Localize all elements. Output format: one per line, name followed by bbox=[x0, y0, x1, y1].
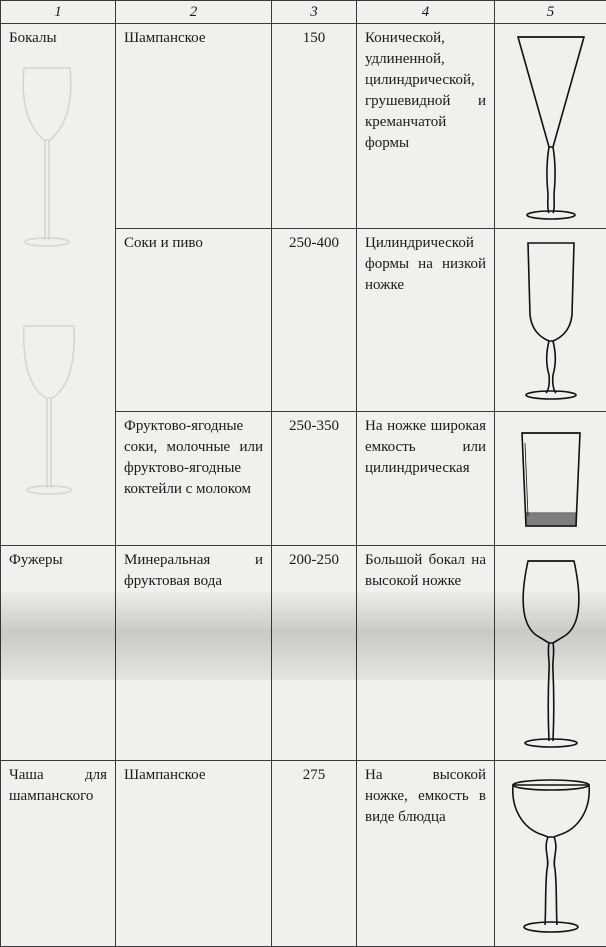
flute-glass-icon bbox=[506, 29, 596, 224]
glass-type-cell: Чаша для шампанского bbox=[1, 761, 116, 947]
description-cell: На высокой ножке, емкость в виде блюдца bbox=[357, 761, 495, 947]
illustration-cell bbox=[495, 761, 606, 947]
tall-stem-glass-icon bbox=[506, 235, 596, 405]
volume-cell: 275 bbox=[272, 761, 357, 947]
wine-goblet-icon bbox=[506, 553, 596, 753]
illustration-cell bbox=[495, 229, 606, 412]
beverage-cell: Минеральная и фруктовая вода bbox=[116, 546, 272, 761]
description-cell: На ножке широкая емкость или цилиндрическая bbox=[357, 412, 495, 546]
volume-cell: 150 bbox=[272, 24, 357, 229]
table-row bbox=[1, 546, 606, 761]
volume-cell: 250-400 bbox=[272, 229, 357, 412]
header-row bbox=[1, 1, 606, 24]
table-row bbox=[1, 24, 606, 229]
column-number: 3 bbox=[272, 1, 357, 24]
beverage-cell: Фруктово-ягодные соки, молочные или фруктово-ягодные коктейли с молоком bbox=[116, 412, 272, 546]
beverage-cell: Соки и пиво bbox=[116, 229, 272, 412]
glass-type-cell: Бокалы bbox=[1, 24, 116, 546]
illustration-cell bbox=[495, 24, 606, 229]
column-number: 5 bbox=[495, 1, 606, 24]
tumbler-glass-icon bbox=[506, 421, 596, 536]
volume-cell: 250-350 bbox=[272, 412, 357, 546]
description-cell: Конической, удлиненной, цилиндрической, грушевидной и креманчатой формы bbox=[357, 24, 495, 229]
column-number: 2 bbox=[116, 1, 272, 24]
beverage-cell: Шампанское bbox=[116, 761, 272, 947]
glass-type-cell: Фужеры bbox=[1, 546, 116, 761]
column-number: 1 bbox=[1, 1, 116, 24]
illustration-cell bbox=[495, 412, 606, 546]
beverage-cell: Шампанское bbox=[116, 24, 272, 229]
description-cell: Большой бокал на высокой ножке bbox=[357, 546, 495, 761]
column-number: 4 bbox=[357, 1, 495, 24]
champagne-coupe-icon bbox=[503, 769, 599, 939]
volume-cell: 200-250 bbox=[272, 546, 357, 761]
illustration-cell bbox=[495, 546, 606, 761]
description-cell: Цилиндрической формы на низкой ножке bbox=[357, 229, 495, 412]
table-row bbox=[1, 761, 606, 947]
